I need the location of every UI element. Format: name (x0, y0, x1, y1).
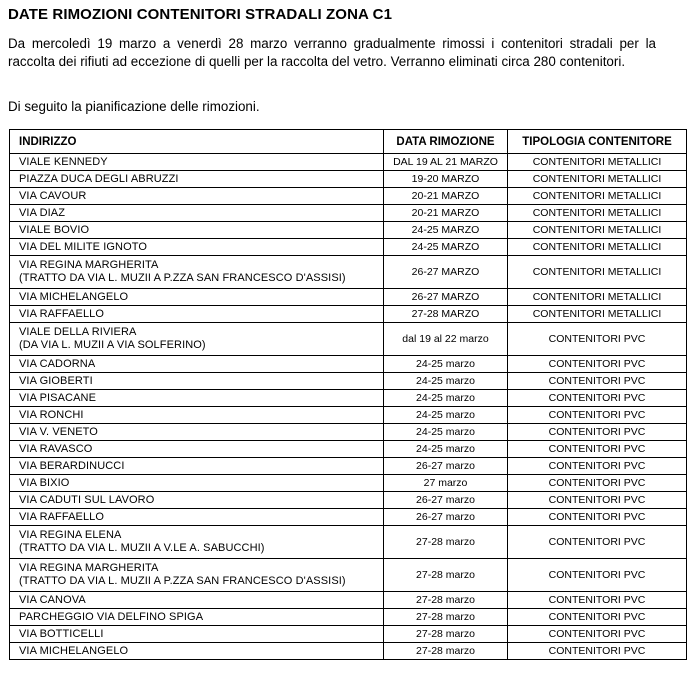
type-cell: CONTENITORI METALLICI (508, 239, 687, 256)
address-text: VIA REGINA MARGHERITA (19, 259, 159, 271)
table-row (10, 441, 687, 458)
table-row (10, 373, 687, 390)
address-text: VIA CADUTI SUL LAVORO (19, 493, 155, 506)
type-cell: CONTENITORI PVC (508, 626, 687, 643)
type-cell: CONTENITORI PVC (508, 458, 687, 475)
address-cell (10, 441, 384, 458)
address-text: VIA RONCHI (19, 408, 84, 421)
type-cell: CONTENITORI PVC (508, 475, 687, 492)
date-cell: 27 marzo (384, 475, 508, 492)
address-text: VIA CADORNA (19, 357, 96, 370)
address-text: VIA BOTTICELLI (19, 627, 104, 640)
address-cell (10, 643, 384, 660)
date-cell: 24-25 marzo (384, 424, 508, 441)
address-cell (10, 407, 384, 424)
date-cell: dal 19 al 22 marzo (384, 323, 508, 356)
type-cell: CONTENITORI PVC (508, 407, 687, 424)
type-cell: CONTENITORI PVC (508, 390, 687, 407)
lead-paragraph: Di seguito la pianificazione delle rimozioni. (8, 99, 260, 114)
date-cell: 27-28 marzo (384, 559, 508, 592)
address-cell (10, 609, 384, 626)
address-cell (10, 188, 384, 205)
type-cell: CONTENITORI PVC (508, 592, 687, 609)
address-cell (10, 526, 384, 559)
date-cell: 26-27 MARZO (384, 256, 508, 289)
address-detail: (TRATTO DA VIA L. MUZII A V.LE A. SABUCCHI) (19, 542, 265, 554)
date-cell: 24-25 marzo (384, 356, 508, 373)
type-cell: CONTENITORI METALLICI (508, 222, 687, 239)
date-cell: 19-20 MARZO (384, 171, 508, 188)
date-cell: 24-25 marzo (384, 373, 508, 390)
date-cell: 26-27 marzo (384, 458, 508, 475)
address-text: VIA RAFFAELLO (19, 307, 105, 320)
table-row (10, 407, 687, 424)
address-cell (10, 356, 384, 373)
table-row (10, 559, 687, 592)
type-cell: CONTENITORI PVC (508, 492, 687, 509)
table-row (10, 188, 687, 205)
date-cell: 20-21 MARZO (384, 205, 508, 222)
document-title: DATE RIMOZIONI CONTENITORI STRADALI ZONA C1 (8, 6, 393, 23)
date-cell: 26-27 marzo (384, 509, 508, 526)
address-cell (10, 306, 384, 323)
date-cell: 24-25 MARZO (384, 222, 508, 239)
removal-schedule-table (9, 129, 687, 660)
address-text: VIA BIXIO (19, 476, 70, 489)
type-cell: CONTENITORI PVC (508, 526, 687, 559)
date-cell: 24-25 marzo (384, 407, 508, 424)
address-text: PIAZZA DUCA DEGLI ABRUZZI (19, 172, 179, 185)
type-cell: CONTENITORI PVC (508, 559, 687, 592)
date-cell: 27-28 marzo (384, 609, 508, 626)
address-cell (10, 323, 384, 356)
address-cell (10, 154, 384, 171)
address-detail: (TRATTO DA VIA L. MUZII A P.ZZA SAN FRANCESCO D'ASSISI) (19, 272, 346, 284)
address-detail: (TRATTO DA VIA L. MUZII A P.ZZA SAN FRANCESCO D'ASSISI) (19, 575, 346, 587)
table-row (10, 626, 687, 643)
address-cell (10, 475, 384, 492)
table-row (10, 289, 687, 306)
address-text: VIA REGINA ELENA (19, 529, 122, 541)
address-text: VIA CANOVA (19, 593, 86, 606)
table-row (10, 239, 687, 256)
address-text: VIA BERARDINUCCI (19, 459, 125, 472)
address-text: VIALE BOVIO (19, 223, 90, 236)
address-text: PARCHEGGIO VIA DELFINO SPIGA (19, 610, 204, 623)
table-row (10, 643, 687, 660)
type-cell: CONTENITORI METALLICI (508, 188, 687, 205)
address-cell (10, 390, 384, 407)
address-cell (10, 205, 384, 222)
date-cell: 27-28 marzo (384, 526, 508, 559)
address-text: VIA PISACANE (19, 391, 97, 404)
table-row (10, 323, 687, 356)
date-cell: 24-25 MARZO (384, 239, 508, 256)
type-cell: CONTENITORI PVC (508, 643, 687, 660)
address-cell (10, 509, 384, 526)
type-cell: CONTENITORI METALLICI (508, 306, 687, 323)
address-text: VIA GIOBERTI (19, 374, 93, 387)
header-address: INDIRIZZO (10, 130, 384, 154)
address-cell (10, 458, 384, 475)
address-text: VIALE DELLA RIVIERA (19, 326, 137, 338)
table-row (10, 306, 687, 323)
address-cell (10, 373, 384, 390)
table-row (10, 475, 687, 492)
type-cell: CONTENITORI METALLICI (508, 256, 687, 289)
type-cell: CONTENITORI METALLICI (508, 289, 687, 306)
table-row (10, 205, 687, 222)
date-cell: DAL 19 AL 21 MARZO (384, 154, 508, 171)
type-cell: CONTENITORI PVC (508, 609, 687, 626)
address-text: VIA RAVASCO (19, 442, 93, 455)
header-type: TIPOLOGIA CONTENITORE (508, 130, 687, 154)
address-cell (10, 492, 384, 509)
date-cell: 24-25 marzo (384, 441, 508, 458)
date-cell: 27-28 marzo (384, 592, 508, 609)
date-cell: 26-27 MARZO (384, 289, 508, 306)
address-text: VIA DIAZ (19, 206, 66, 219)
table-row (10, 526, 687, 559)
address-cell (10, 289, 384, 306)
address-detail: (DA VIA L. MUZII A VIA SOLFERINO) (19, 339, 206, 351)
date-cell: 27-28 marzo (384, 643, 508, 660)
address-text: VIA REGINA MARGHERITA (19, 562, 159, 574)
address-cell (10, 171, 384, 188)
table-row (10, 390, 687, 407)
date-cell: 20-21 MARZO (384, 188, 508, 205)
type-cell: CONTENITORI PVC (508, 441, 687, 458)
table-row (10, 171, 687, 188)
type-cell: CONTENITORI PVC (508, 323, 687, 356)
table-row (10, 154, 687, 171)
address-cell (10, 222, 384, 239)
address-cell (10, 559, 384, 592)
address-text: VIA CAVOUR (19, 189, 87, 202)
address-text: VIA DEL MILITE IGNOTO (19, 240, 148, 253)
table-row (10, 222, 687, 239)
table-row (10, 492, 687, 509)
address-text: VIA MICHELANGELO (19, 644, 129, 657)
type-cell: CONTENITORI PVC (508, 373, 687, 390)
intro-paragraph: Da mercoledì 19 marzo a venerdì 28 marzo verranno gradualmente rimossi i contenitori stradali per la raccolta dei rifiuti ad eccezione di quelli per la raccolta del vetro. Verranno eliminati circa 280 contenitori. (8, 36, 656, 69)
table-row (10, 256, 687, 289)
address-cell (10, 592, 384, 609)
type-cell: CONTENITORI PVC (508, 424, 687, 441)
address-cell (10, 239, 384, 256)
type-cell: CONTENITORI METALLICI (508, 171, 687, 188)
date-cell: 24-25 marzo (384, 390, 508, 407)
table-row (10, 458, 687, 475)
table-row (10, 609, 687, 626)
address-cell (10, 256, 384, 289)
date-cell: 27-28 marzo (384, 626, 508, 643)
address-cell (10, 626, 384, 643)
address-text: VIA V. VENETO (19, 425, 98, 438)
type-cell: CONTENITORI METALLICI (508, 205, 687, 222)
date-cell: 26-27 marzo (384, 492, 508, 509)
header-date: DATA RIMOZIONE (384, 130, 508, 154)
type-cell: CONTENITORI METALLICI (508, 154, 687, 171)
type-cell: CONTENITORI PVC (508, 509, 687, 526)
table-header-row (10, 130, 687, 154)
address-text: VIA RAFFAELLO (19, 510, 105, 523)
address-cell (10, 424, 384, 441)
address-text: VIA MICHELANGELO (19, 290, 129, 303)
table-row (10, 509, 687, 526)
table-row (10, 592, 687, 609)
table-row (10, 424, 687, 441)
type-cell: CONTENITORI PVC (508, 356, 687, 373)
address-text: VIALE KENNEDY (19, 155, 108, 168)
table-row (10, 356, 687, 373)
date-cell: 27-28 MARZO (384, 306, 508, 323)
